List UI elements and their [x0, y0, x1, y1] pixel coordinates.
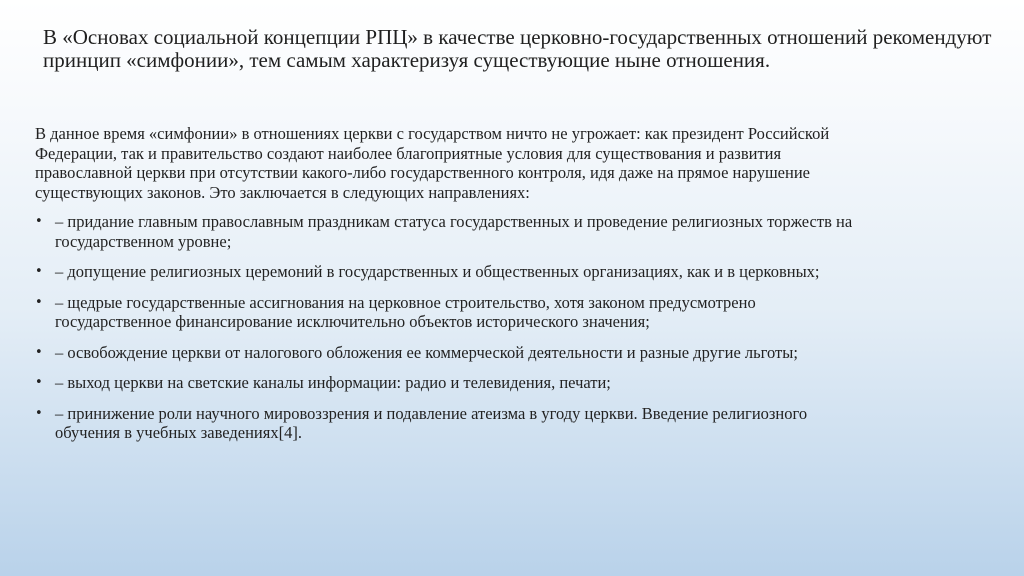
bullet-text: – допущение религиозных церемоний в государственных и общественных организациях, как и в церковных; [55, 262, 820, 281]
bullet-item [35, 212, 875, 251]
bullet-text: – принижение роли научного мировоззрения и подавление атеизма в угоду церкви. Введение религиозного обучения в учебных заведениях[4]. [55, 403, 808, 442]
slide-title: В «Основах социальной концепции РПЦ» в качестве церковно-государственных отношений рекомендуют принцип «симфонии», тем самым характеризуя существующие ныне отношения. [43, 25, 992, 72]
bullet-text: – щедрые государственные ассигнования на церковное строительство, хотя законом предусмотрено государственное финансирование исключительно объектов исторического значения; [55, 292, 756, 331]
bullet-text: – освобождение церкви от налогового обложения ее коммерческой деятельности и разные другие льготы; [55, 342, 798, 362]
bullet-item [35, 404, 875, 443]
bullet-item [35, 343, 875, 363]
bullet-dot-icon: • [35, 264, 43, 279]
bullet-dot-icon: • [35, 214, 43, 229]
bullet-text: – выход церкви на светские каналы информации: радио и телевидения, печати; [55, 373, 611, 392]
bullet-dot-icon: • [35, 294, 43, 310]
bullet-item [35, 293, 875, 332]
bullet-item [35, 373, 875, 393]
bullet-item [35, 262, 875, 282]
bullet-text: – придание главным православным праздникам статуса государственных и проведение религиозных торжеств на государственном уровне; [55, 212, 853, 251]
bullet-dot-icon: • [35, 375, 43, 390]
intro-paragraph: В данное время «симфонии» в отношениях церкви с государством ничто не угрожает: как президент Российской Федерации, так и правительство создают наиболее благоприятные условия для существования и развития православной церкви при отсутствии какого-либо государственного контроля, идя даже на прямое нарушение существующих законов. Это заключается в следующих направлениях: [35, 124, 830, 202]
bullet-dot-icon: • [35, 405, 43, 421]
bullet-list [35, 212, 875, 443]
slide-body [35, 124, 875, 443]
bullet-dot-icon: • [35, 344, 43, 360]
